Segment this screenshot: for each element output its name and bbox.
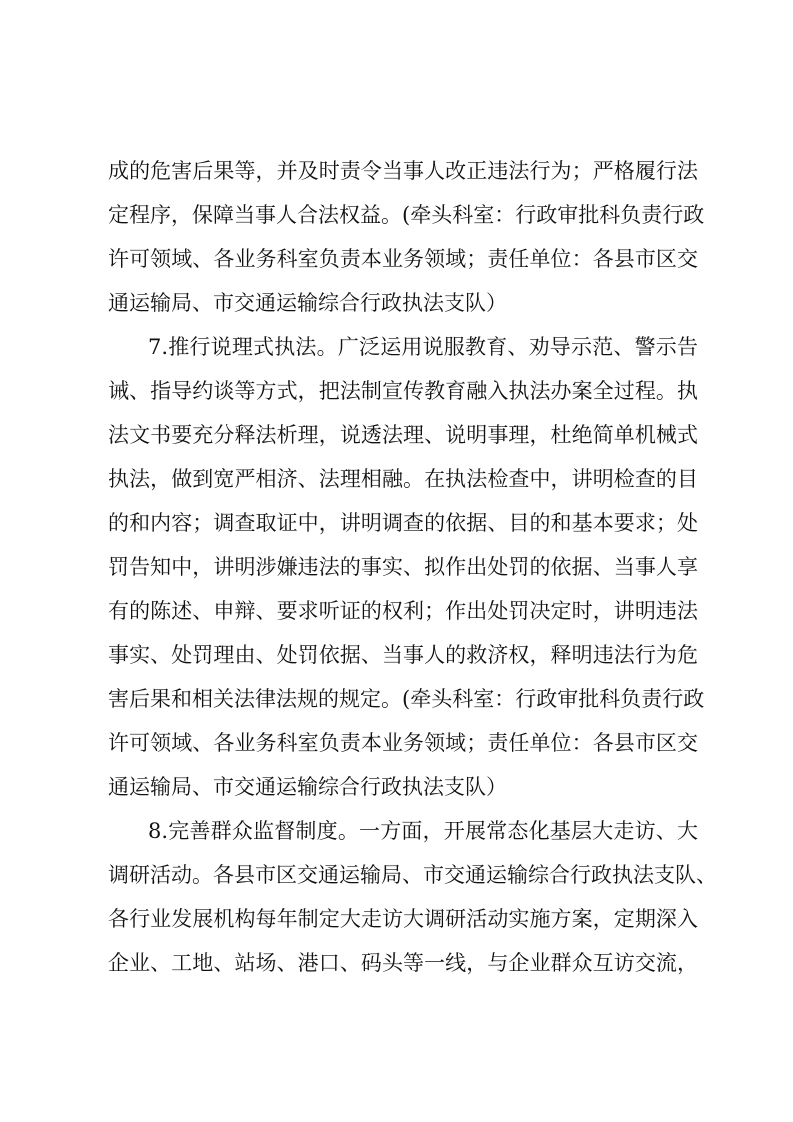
text-line: 的和内容；调查取证中，讲明调查的依据、目的和基本要求；处	[108, 511, 698, 535]
text-line: 许可领域、各业务科室负责本业务领域；责任单位：各县市区交	[108, 731, 698, 755]
text-line: 成的危害后果等，并及时责令当事人改正违法行为；严格履行法	[108, 159, 698, 183]
text-line: 企业、工地、站场、港口、码头等一线，与企业群众互访交流，	[108, 951, 698, 975]
text-line: 诫、指导约谈等方式，把法制宣传教育融入执法办案全过程。执	[108, 379, 698, 403]
text-line: 通运输局、市交通运输综合行政执法支队）	[108, 775, 507, 799]
text-line: 罚告知中，讲明涉嫌违法的事实、拟作出处罚的依据、当事人享	[108, 555, 698, 579]
text-line: 定程序，保障当事人合法权益。(牵头科室：行政审批科负责行政	[108, 203, 705, 227]
paragraph-heading-line: 7.推行说理式执法。广泛运用说服教育、劝导示范、警示告	[148, 335, 698, 359]
paragraph-heading-line: 8.完善群众监督制度。一方面，开展常态化基层大走访、大	[148, 819, 698, 843]
text-line: 各行业发展机构每年制定大走访大调研活动实施方案，定期深入	[108, 907, 698, 931]
text-line: 害后果和相关法律法规的规定。(牵头科室：行政审批科负责行政	[108, 687, 705, 711]
text-line: 执法，做到宽严相济、法理相融。在执法检查中，讲明检查的目	[108, 467, 698, 491]
text-line: 许可领域、各业务科室负责本业务领域；责任单位：各县市区交	[108, 247, 698, 271]
text-line: 调研活动。各县市区交通运输局、市交通运输综合行政执法支队、	[108, 863, 717, 887]
text-line: 事实、处罚理由、处罚依据、当事人的救济权，释明违法行为危	[108, 643, 698, 667]
text-line: 有的陈述、申辩、要求听证的权利；作出处罚决定时，讲明违法	[108, 599, 698, 623]
text-line: 通运输局、市交通运输综合行政执法支队）	[108, 291, 507, 315]
text-line: 法文书要充分释法析理，说透法理、说明事理，杜绝简单机械式	[108, 423, 698, 447]
